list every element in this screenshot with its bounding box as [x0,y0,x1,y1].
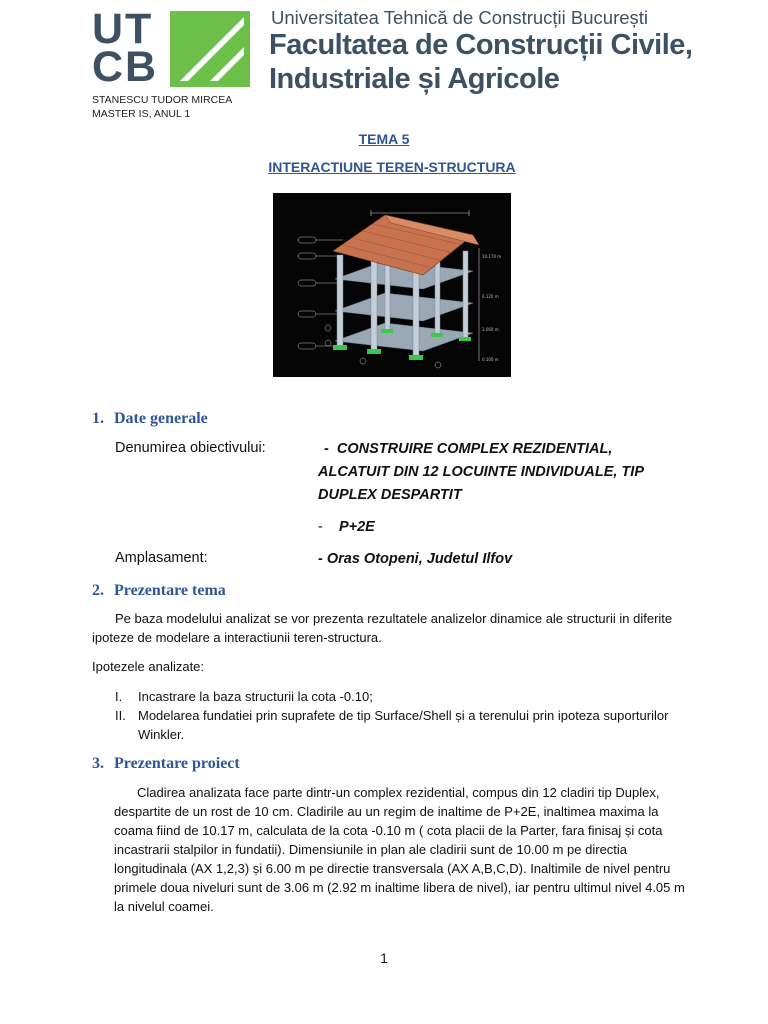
faculty-name [269,28,692,96]
logo-letters [92,5,164,91]
obiectiv-value: CONSTRUIRE COMPLEX REZIDENTIAL, ALCATUIT DIN 12 LOCUINTE INDIVIDUALE, TIP DUPLEX DESPARTIT [318,441,644,503]
logo-letters-line2: CB [92,43,159,91]
section-2-paragraph: Pe baza modelului analizat se vor prezenta rezultatele analizelor dinamice ale structurii in diferite ipoteze de modelare a interactiunii teren-structura. [92,611,673,645]
page-number: 1 [380,950,388,966]
author-name: STANESCU TUDOR MIRCEA [92,94,233,106]
list-item-text: Modelarea fundatiei prin suprafete de tip Surface/Shell și a terenului prin ipoteza suporturilor Winkler. [138,708,669,742]
obiectiv-value-block [318,438,678,507]
obiectiv-dash: - [324,441,329,457]
list-item [115,706,685,744]
author-program: MASTER IS, ANUL 1 [92,108,191,120]
tema-subtitle: INTERACTIUNE TEREN-STRUCTURA [268,159,516,175]
section-2-number: 2. [92,582,104,599]
faculty-name-line2: Industriale și Agricole [269,63,560,95]
logo-letters-line1: UT [92,5,154,53]
amplasament-value: - Oras Otopeni, Judetul Ilfov [318,551,513,567]
section-3-paragraph: Cladirea analizata face parte dintr-un complex rezidential, compus din 12 cladiri tip Duplex, despartite de un rost de 10 cm. Cladirile au un regim de inaltime de P+2E, inaltimea maxima la coama fiind de 10.17 m, calculata de la cota -0.10 m ( cota placii de la Parter, fara finisaj și cota incastrarii stalpilor in fundatii). Dimensiunile in plan ale cladirii sunt de 10.00 m pe directia longitudinala (AX 1,2,3) și 6.00 m pe directie transversala (AX A,B,C,D). Inaltimile de nivel pentru primele doua niveluri sunt de 3.06 m (2.92 m inaltime libera de nivel), iar pentru ultimul nivel 4.05 m la nivelul coamei. [114,785,685,914]
utcb-logo [92,5,252,91]
level-annotation-3: 3.060 m [482,327,499,332]
structure-3d-model-drawing [273,193,511,377]
regim-block [318,516,678,539]
section-1-number: 1. [92,410,104,427]
tema-title: TEMA 5 [358,131,410,147]
section-2-title: Prezentare tema [114,582,226,599]
ipoteze-label: Ipotezele analizate: [92,659,205,674]
ipoteze-list [115,687,685,744]
list-item-marker: I. [115,689,123,704]
list-item-text: Incastrare la baza structurii la cota -0.10; [138,689,373,704]
section-1-title: Date generale [114,410,208,427]
author-block [92,93,232,121]
structure-3d-model-image [273,193,511,377]
section-3-number: 3. [92,755,104,772]
faculty-name-line1: Facultatea de Construcții Civile, [269,29,693,61]
obiectiv-label: Denumirea obiectivului: [115,440,266,456]
logo-mark-icon [170,11,250,87]
level-annotation-1: 10.170 m [482,254,502,259]
list-item [115,687,685,706]
level-annotation-2: 6.120 m [482,294,499,299]
amplasament-label: Amplasament: [115,550,208,566]
section-2-heading [92,582,226,600]
level-annotation-4: 0.100 m [482,357,499,362]
university-name: Universitatea Tehnică de Construcții București [271,7,649,28]
regim-dash: - [318,519,323,535]
list-item-marker: II. [115,708,126,723]
section-3-heading [92,755,240,773]
section-1-heading [92,410,208,428]
regim-value: P+2E [338,519,375,535]
section-3-title: Prezentare proiect [114,755,240,772]
